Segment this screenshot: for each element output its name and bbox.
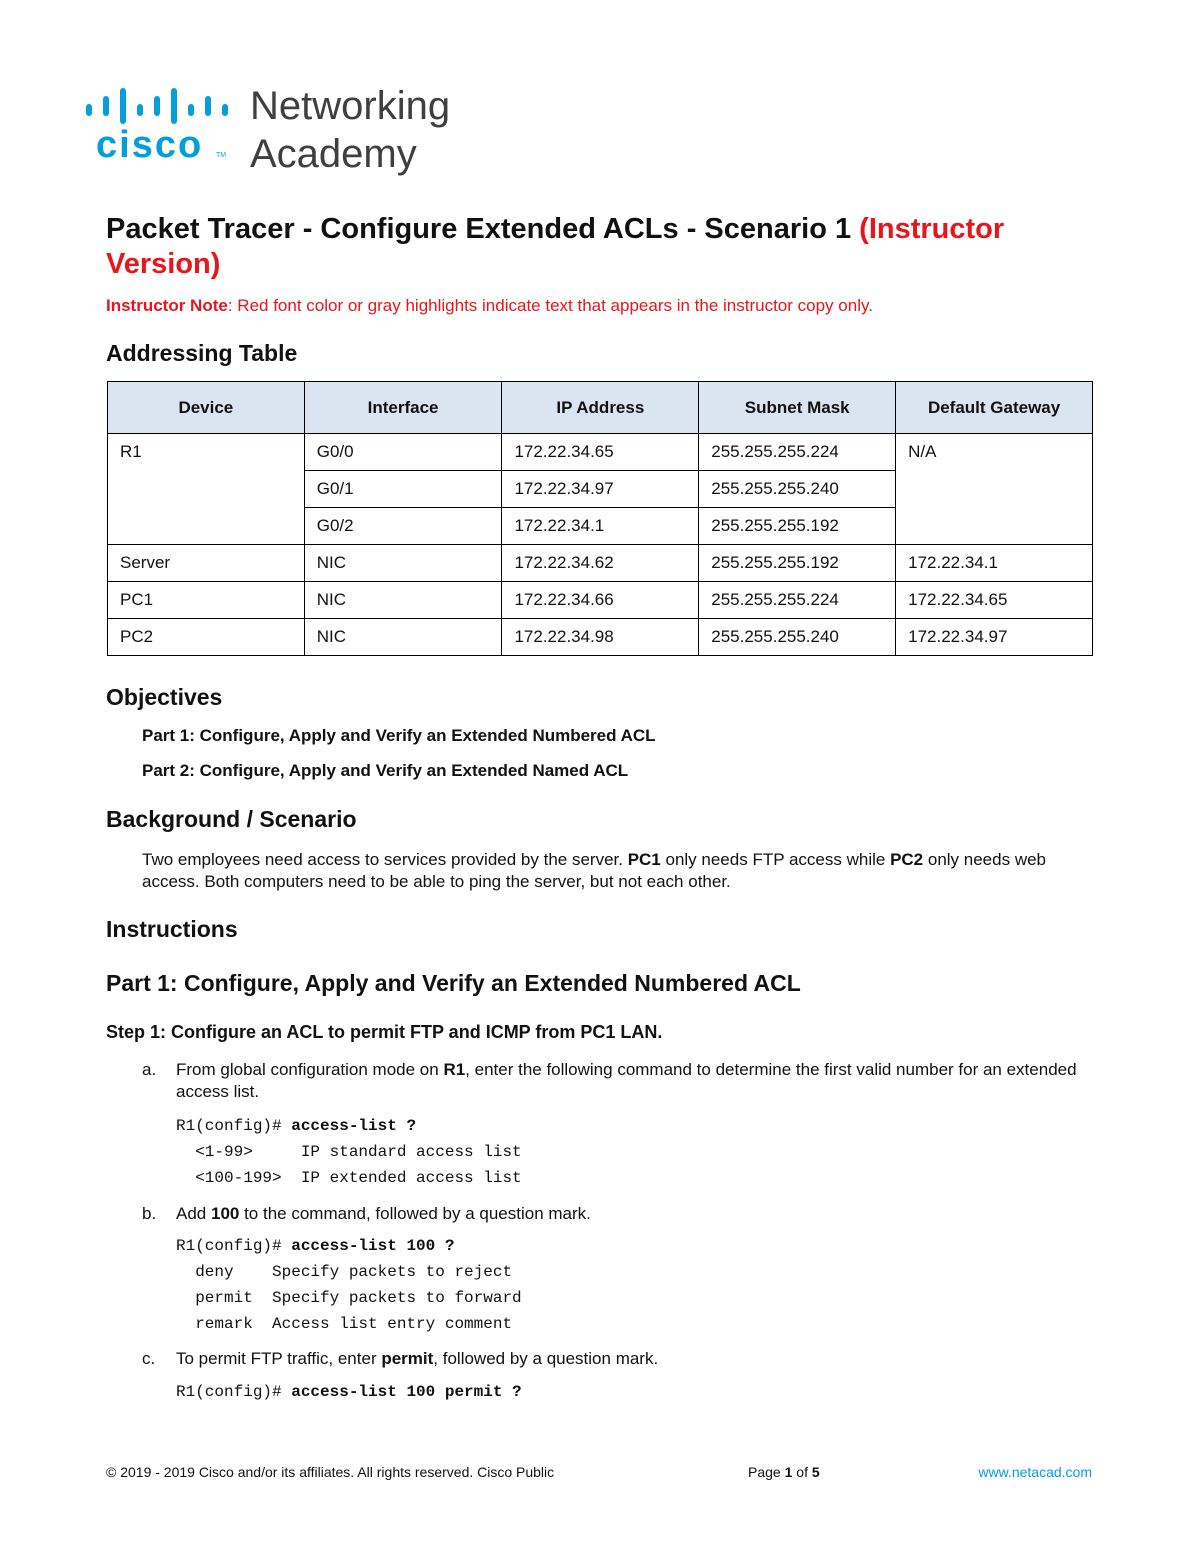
instructions-heading: Instructions — [106, 916, 238, 942]
mask-cell: 255.255.255.224 — [699, 434, 896, 471]
text-run-bold: permit — [381, 1349, 434, 1368]
ip-cell: 172.22.34.98 — [502, 619, 699, 656]
cli-command: access-list 100 ? — [291, 1237, 455, 1255]
text-run: To permit FTP traffic, enter — [176, 1349, 382, 1368]
cisco-bars-icon — [84, 86, 234, 126]
footer-page-number — [748, 1464, 820, 1480]
cli-command: access-list ? — [291, 1117, 417, 1135]
page-title — [106, 212, 1096, 282]
column-header: IP Address — [502, 382, 699, 434]
item-marker: c. — [142, 1349, 156, 1368]
current-page: 1 — [784, 1464, 793, 1480]
cisco-wordmark: cisco — [96, 124, 204, 166]
text-run: Page — [748, 1464, 785, 1480]
addressing-table — [107, 381, 1093, 656]
cli-output-line: <100-199> IP extended access list — [176, 1169, 522, 1187]
interface-cell: G0/1 — [304, 471, 502, 508]
interface-cell: G0/2 — [304, 508, 502, 545]
device-cell: Server — [108, 545, 305, 582]
title-main: Packet Tracer - Configure Extended ACLs - Scenario 1 — [106, 213, 860, 245]
objective-item: Part 1: Configure, Apply and Verify an Extended Numbered ACL — [142, 726, 656, 745]
text-run: Two employees need access to services provided by the server. — [142, 850, 628, 869]
footer-url-link[interactable]: www.netacad.com — [978, 1464, 1092, 1480]
gateway-cell: 172.22.34.1 — [896, 545, 1093, 582]
text-run-bold: PC2 — [890, 850, 924, 869]
interface-cell: NIC — [304, 619, 502, 656]
text-run: of — [792, 1464, 812, 1480]
mask-cell: 255.255.255.224 — [699, 582, 896, 619]
background-heading: Background / Scenario — [106, 806, 357, 832]
addressing-table-heading: Addressing Table — [106, 340, 298, 366]
ip-cell: 172.22.34.66 — [502, 582, 699, 619]
cli-command: access-list 100 permit ? — [291, 1383, 522, 1401]
total-pages: 5 — [811, 1464, 820, 1480]
logo-line-academy: Academy — [250, 132, 417, 176]
text-run: , followed by a question mark. — [433, 1349, 659, 1368]
text-run-bold: R1 — [443, 1060, 466, 1079]
interface-cell: NIC — [304, 545, 502, 582]
ip-cell: 172.22.34.97 — [502, 471, 699, 508]
cli-output-line: remark Access list entry comment — [176, 1315, 513, 1333]
text-run: Add — [176, 1204, 211, 1223]
gateway-cell: 172.22.34.65 — [896, 582, 1093, 619]
mask-cell: 255.255.255.192 — [699, 508, 896, 545]
table-row — [108, 545, 1093, 582]
cisco-networking-academy-logo — [84, 86, 484, 182]
table-row — [108, 582, 1093, 619]
footer-copyright: © 2019 - 2019 Cisco and/or its affiliates. All rights reserved. Cisco Public — [106, 1464, 555, 1480]
mask-cell: 255.255.255.240 — [699, 471, 896, 508]
cli-prompt: R1(config)# — [176, 1117, 292, 1135]
mask-cell: 255.255.255.240 — [699, 619, 896, 656]
step1-heading: Step 1: Configure an ACL to permit FTP and ICMP from PC1 LAN. — [106, 1022, 663, 1042]
cli-output-line: <1-99> IP standard access list — [176, 1143, 522, 1161]
cli-prompt: R1(config)# — [176, 1383, 292, 1401]
background-paragraph — [142, 849, 1092, 893]
text-run-bold: 100 — [210, 1204, 240, 1223]
trademark-mark: TM — [216, 152, 227, 159]
code-block-b — [176, 1233, 522, 1337]
ip-cell: 172.22.34.65 — [502, 434, 699, 471]
part1-heading: Part 1: Configure, Apply and Verify an Extended Numbered ACL — [106, 970, 801, 996]
interface-cell: G0/0 — [304, 434, 502, 471]
instructor-note — [106, 296, 873, 316]
ip-cell: 172.22.34.1 — [502, 508, 699, 545]
table-row — [108, 434, 1093, 471]
text-run: only needs web access. Both computers need to be able to ping the server, but not each other. — [142, 850, 1047, 891]
device-cell: PC2 — [108, 619, 305, 656]
table-header-row — [108, 382, 1093, 434]
instructor-note-label: Instructor Note — [106, 296, 228, 315]
mask-cell: 255.255.255.192 — [699, 545, 896, 582]
device-cell: PC1 — [108, 582, 305, 619]
column-header: Interface — [304, 382, 502, 434]
item-marker: b. — [142, 1204, 157, 1223]
instructor-note-text: : Red font color or gray highlights indicate text that appears in the instructor copy only. — [227, 296, 873, 315]
item-text — [176, 1203, 1086, 1225]
column-header: Subnet Mask — [699, 382, 896, 434]
gateway-cell: 172.22.34.97 — [896, 619, 1093, 656]
item-marker: a. — [142, 1060, 157, 1079]
objective-item: Part 2: Configure, Apply and Verify an Extended Named ACL — [142, 761, 629, 780]
gateway-cell: N/A — [896, 434, 1093, 545]
code-block-a — [176, 1113, 522, 1191]
interface-cell: NIC — [304, 582, 502, 619]
code-block-c — [176, 1379, 522, 1405]
objectives-heading: Objectives — [106, 684, 223, 710]
text-run-bold: PC1 — [627, 850, 661, 869]
device-cell: R1 — [108, 434, 305, 545]
cli-output-line: permit Specify packets to forward — [176, 1289, 522, 1307]
ip-cell: 172.22.34.62 — [502, 545, 699, 582]
text-run: to the command, followed by a question mark. — [239, 1204, 591, 1223]
text-run: , enter the following command to determine the first valid number for an extended access list. — [176, 1060, 1077, 1101]
item-text — [176, 1059, 1086, 1103]
cli-output-line: deny Specify packets to reject — [176, 1263, 513, 1281]
text-run: From global configuration mode on — [176, 1060, 444, 1079]
table-row — [108, 619, 1093, 656]
column-header: Default Gateway — [896, 382, 1093, 434]
title-version: (Instructor Version) — [106, 213, 1005, 280]
text-run: only needs FTP access while — [660, 850, 891, 869]
column-header: Device — [108, 382, 305, 434]
logo-line-networking: Networking — [250, 84, 451, 128]
cli-prompt: R1(config)# — [176, 1237, 292, 1255]
item-text — [176, 1348, 1086, 1370]
